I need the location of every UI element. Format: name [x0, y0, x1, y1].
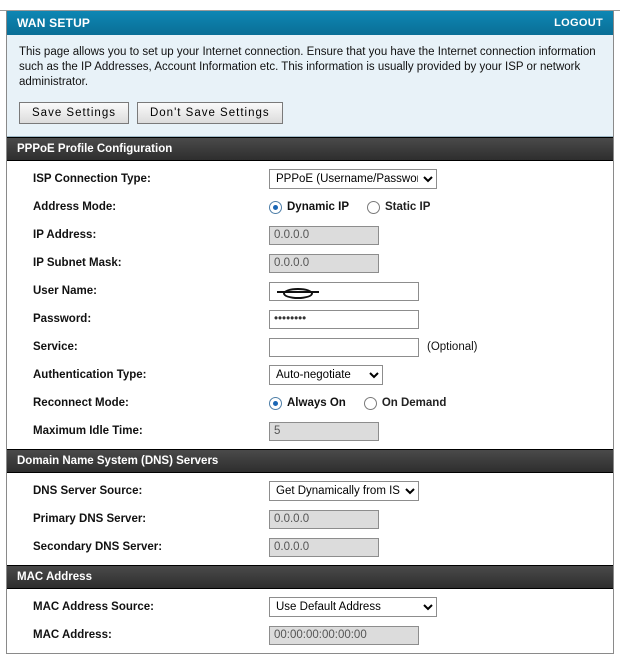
intro-text: This page allows you to set up your Internet connection. Ensure that you have the Internet connection information such as the IP Addresses, Account Information etc. This information is usually provided by your ISP or network administrator. [19, 46, 596, 88]
row-ip-address [7, 221, 613, 249]
field-primary-dns [269, 510, 613, 529]
mac-address-source-select[interactable] [269, 597, 437, 617]
label-password: Password: [33, 313, 92, 325]
authentication-type-select[interactable] [269, 365, 383, 385]
radio-reconnect-on-demand[interactable] [364, 397, 447, 410]
radio-dynamic-ip-icon[interactable] [269, 201, 282, 214]
field-mac-address [269, 626, 613, 645]
secondary-dns-input[interactable] [269, 538, 379, 557]
row-password [7, 305, 613, 333]
browser-top-strip [0, 0, 620, 11]
label-dns-server-source: DNS Server Source: [33, 485, 143, 497]
row-user-name [7, 277, 613, 305]
reconnect-mode-radio-group [269, 397, 446, 410]
section-body-dns [7, 473, 613, 565]
label-maximum-idle-time: Maximum Idle Time: [33, 425, 143, 437]
radio-on-demand-icon[interactable] [364, 397, 377, 410]
field-address-mode [269, 201, 613, 214]
ip-address-input[interactable] [269, 226, 379, 245]
label-secondary-dns: Secondary DNS Server: [33, 541, 163, 553]
field-mac-address-source [269, 597, 613, 617]
page-title: WAN SETUP [17, 16, 91, 30]
label-primary-dns: Primary DNS Server: [33, 513, 147, 525]
radio-address-mode-static[interactable] [367, 201, 430, 214]
field-password [269, 310, 613, 329]
page-header [7, 11, 613, 35]
radio-on-demand-label: On Demand [381, 397, 447, 409]
redaction-ellipse-icon [283, 288, 313, 299]
save-settings-button[interactable]: Save Settings [19, 102, 129, 124]
maximum-idle-time-input[interactable] [269, 422, 379, 441]
field-maximum-idle-time [269, 422, 613, 441]
field-service [269, 338, 613, 357]
section-body-mac [7, 589, 613, 653]
row-maximum-idle-time [7, 417, 613, 445]
label-mac-address: MAC Address: [33, 629, 112, 641]
intro-panel [7, 35, 613, 137]
ip-subnet-mask-input[interactable] [269, 254, 379, 273]
logout-link[interactable]: LOGOUT [554, 17, 603, 29]
label-isp-connection-type: ISP Connection Type: [33, 173, 151, 185]
intro-button-row [19, 102, 601, 124]
row-dns-server-source [7, 477, 613, 505]
radio-static-ip-icon[interactable] [367, 201, 380, 214]
mac-address-input[interactable] [269, 626, 419, 645]
label-user-name: User Name: [33, 285, 97, 297]
radio-dynamic-ip-label: Dynamic IP [287, 201, 349, 213]
field-ip-subnet-mask [269, 254, 613, 273]
row-primary-dns [7, 505, 613, 533]
section-title-dns: Domain Name System (DNS) Servers [7, 449, 613, 473]
primary-dns-input[interactable] [269, 510, 379, 529]
label-service: Service: [33, 341, 78, 353]
isp-connection-type-select[interactable] [269, 169, 437, 189]
field-ip-address [269, 226, 613, 245]
row-reconnect-mode [7, 389, 613, 417]
field-authentication-type [269, 365, 613, 385]
label-reconnect-mode: Reconnect Mode: [33, 397, 129, 409]
label-address-mode: Address Mode: [33, 201, 117, 213]
row-authentication-type [7, 361, 613, 389]
row-service [7, 333, 613, 361]
label-authentication-type: Authentication Type: [33, 369, 147, 381]
service-input[interactable] [269, 338, 419, 357]
section-body-pppoe [7, 161, 613, 449]
row-secondary-dns [7, 533, 613, 561]
password-input[interactable] [269, 310, 419, 329]
field-user-name [269, 282, 613, 301]
label-ip-subnet-mask: IP Subnet Mask: [33, 257, 122, 269]
row-mac-address-source [7, 593, 613, 621]
row-isp-connection-type [7, 165, 613, 193]
row-address-mode [7, 193, 613, 221]
dont-save-settings-button[interactable]: Don't Save Settings [137, 102, 283, 124]
row-ip-subnet-mask [7, 249, 613, 277]
dns-server-source-select[interactable] [269, 481, 419, 501]
address-mode-radio-group [269, 201, 430, 214]
radio-reconnect-always-on[interactable] [269, 397, 346, 410]
label-ip-address: IP Address: [33, 229, 97, 241]
radio-static-ip-label: Static IP [385, 201, 431, 213]
radio-address-mode-dynamic[interactable] [269, 201, 349, 214]
label-mac-address-source: MAC Address Source: [33, 601, 154, 613]
field-isp-connection-type [269, 169, 613, 189]
field-secondary-dns [269, 538, 613, 557]
section-title-pppoe: PPPoE Profile Configuration [7, 137, 613, 161]
router-admin-panel [6, 11, 614, 654]
service-optional-note: (Optional) [427, 341, 478, 353]
radio-always-on-label: Always On [287, 397, 346, 409]
radio-always-on-icon[interactable] [269, 397, 282, 410]
section-title-mac: MAC Address [7, 565, 613, 589]
row-mac-address [7, 621, 613, 649]
user-name-wrapper [269, 282, 419, 301]
field-dns-server-source [269, 481, 613, 501]
field-reconnect-mode [269, 397, 613, 410]
